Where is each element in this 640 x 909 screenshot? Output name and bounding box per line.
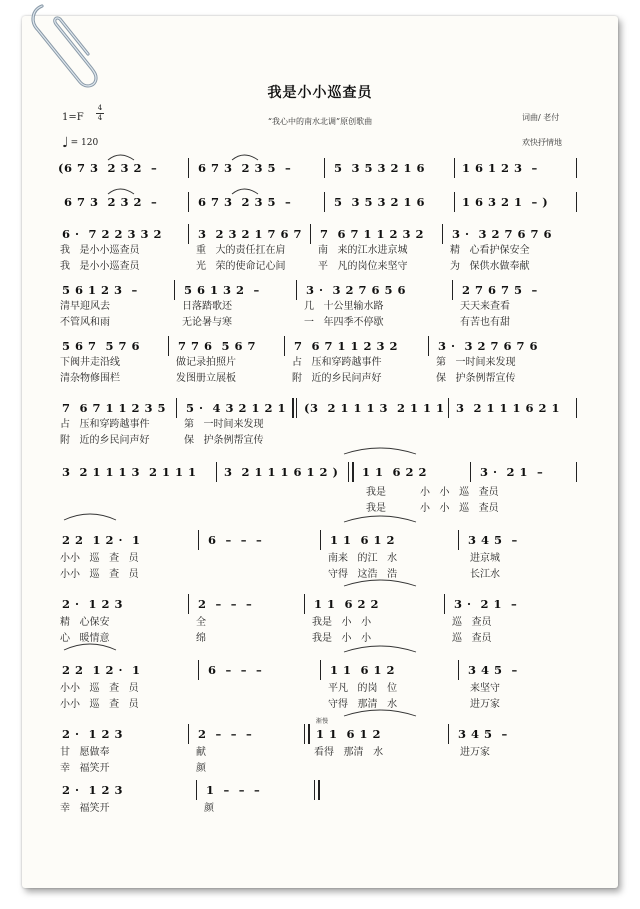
lyrics-row-5-verse-2 bbox=[60, 372, 580, 386]
score-row-11 bbox=[58, 726, 580, 742]
lyrics-row-9-verse-2 bbox=[60, 632, 580, 646]
measure: 3 · 3 2 7 6 7 6 bbox=[452, 227, 553, 241]
measure: 3 2 1 1 1 6 1 2 ) bbox=[224, 465, 339, 479]
lyric: 无论暑与寒 bbox=[182, 317, 232, 328]
measure: 2 2 1 2 · 1 bbox=[62, 533, 141, 547]
final-barline bbox=[318, 780, 320, 800]
barline bbox=[442, 224, 443, 244]
lyric: 一 年四季不停歇 bbox=[304, 317, 384, 328]
measure: 2 · 1 2 3 bbox=[62, 783, 124, 797]
score-row-10 bbox=[58, 662, 580, 678]
lyric: 长江水 bbox=[470, 569, 500, 580]
lyric: 占 压和穿跨越事件 bbox=[292, 357, 382, 368]
measure: 2 – – – bbox=[198, 597, 253, 611]
lyric: 全 bbox=[196, 617, 206, 628]
song-subtitle: “我心中的南水北调”原创歌曲 bbox=[267, 117, 373, 126]
time-signature: 4 4 bbox=[97, 104, 103, 122]
measure: 7 6 7 1 1 2 3 2 bbox=[294, 339, 399, 353]
measure: 6 7 3 2 3 5 – bbox=[198, 195, 292, 209]
measure: 1 1 6 2 2 bbox=[314, 597, 380, 611]
lyrics-row-10-verse-2 bbox=[60, 698, 580, 712]
measure: 3 · 2 1 – bbox=[454, 597, 518, 611]
measure: 6 7 3 2 3 5 – bbox=[198, 161, 292, 175]
repeat-barline bbox=[304, 724, 305, 744]
measure: 3 2 3 2 1 7 6 7 bbox=[198, 227, 303, 241]
repeat-barline bbox=[352, 462, 354, 482]
lyric: 巡 查员 bbox=[452, 617, 492, 628]
barline bbox=[444, 594, 445, 614]
measure: 3 4 5 – bbox=[458, 727, 508, 741]
measure: 3 2 1 1 1 6 2 1 bbox=[456, 401, 561, 415]
tempo-mark: ♩ = 120 bbox=[62, 135, 99, 151]
lyrics-row-6-verse-1 bbox=[60, 418, 580, 432]
repeat-barline bbox=[348, 462, 349, 482]
lyric: 保 护条例帮宣传 bbox=[436, 373, 516, 384]
lyrics-row-11-verse-2 bbox=[60, 762, 580, 776]
lyric: 占 压和穿跨越事件 bbox=[60, 419, 150, 430]
score-row-1 bbox=[58, 160, 580, 176]
barline bbox=[324, 158, 325, 178]
barline bbox=[576, 192, 577, 212]
lyric: 发图册立展板 bbox=[176, 373, 236, 384]
expression-mark: 欢快抒情地 bbox=[522, 138, 562, 147]
song-title: 我是小小巡查员 bbox=[267, 85, 373, 101]
score-row-8 bbox=[58, 532, 580, 548]
lyric: 重 大的责任扛在肩 bbox=[196, 245, 286, 256]
measure: 6 7 3 2 3 2 – bbox=[64, 195, 158, 209]
ritardando-mark: 渐慢 bbox=[316, 718, 329, 725]
lyrics-row-5-verse-1 bbox=[60, 356, 580, 370]
lyric: 我 是小小巡查员 bbox=[60, 245, 140, 256]
measure: 1 1 6 2 2 bbox=[362, 465, 428, 479]
lyric: 我是 小 小 bbox=[312, 617, 372, 628]
lyrics-row-4-verse-1 bbox=[60, 300, 580, 314]
quarter-note-icon: ♩ bbox=[62, 135, 69, 151]
measure: 2 7 6 7 5 – bbox=[462, 283, 538, 297]
measure: 5 3 5 3 2 1 6 bbox=[334, 195, 426, 209]
barline bbox=[168, 336, 169, 356]
lyric: 清杂物修围栏 bbox=[60, 373, 120, 384]
measure: 5 3 5 3 2 1 6 bbox=[334, 161, 426, 175]
measure: 2 2 1 2 · 1 bbox=[62, 663, 141, 677]
lyrics-row-8-verse-2 bbox=[60, 568, 580, 582]
lyric: 小 小 巡 查员 bbox=[420, 503, 499, 514]
repeat-barline bbox=[308, 724, 310, 744]
barline bbox=[448, 724, 449, 744]
lyric: 幸 福笑开 bbox=[60, 803, 110, 814]
barline bbox=[458, 660, 459, 680]
lyric: 附 近的乡民问声好 bbox=[60, 435, 150, 446]
repeat-barline bbox=[296, 398, 297, 418]
barline bbox=[576, 398, 577, 418]
lyric: 不管风和雨 bbox=[60, 317, 110, 328]
barline bbox=[454, 158, 455, 178]
lyric: 日落踏歌还 bbox=[182, 301, 232, 312]
lyric: 做记录拍照片 bbox=[176, 357, 236, 368]
score-row-2 bbox=[58, 194, 580, 210]
measure: 7 6 7 1 1 2 3 5 bbox=[62, 401, 167, 415]
measure: 1 6 3 2 1 – ) bbox=[462, 195, 549, 209]
lyrics-row-12-verse-1 bbox=[60, 802, 580, 816]
barline bbox=[198, 530, 199, 550]
barline bbox=[174, 280, 175, 300]
composer-credit: 词曲/ 老付 bbox=[522, 113, 560, 122]
measure: 3 · 3 2 7 6 7 6 bbox=[438, 339, 539, 353]
lyric: 巡 查员 bbox=[452, 633, 492, 644]
barline bbox=[198, 660, 199, 680]
barline bbox=[188, 158, 189, 178]
barline bbox=[428, 336, 429, 356]
lyrics-row-11-verse-1 bbox=[60, 746, 580, 760]
lyric: 天天来查看 bbox=[460, 301, 510, 312]
lyric: 小 小 巡 查员 bbox=[420, 487, 499, 498]
lyric: 守得 这浩 浩 bbox=[328, 569, 398, 580]
lyric: 保 护条例帮宣传 bbox=[184, 435, 264, 446]
lyric: 为 保供水做奉献 bbox=[450, 261, 530, 272]
measure: 5 6 1 2 3 – bbox=[62, 283, 138, 297]
barline bbox=[576, 158, 577, 178]
lyric: 进万家 bbox=[470, 699, 500, 710]
score-row-6 bbox=[58, 400, 580, 416]
barline bbox=[196, 780, 197, 800]
measure: 3 4 5 – bbox=[468, 533, 518, 547]
barline bbox=[188, 594, 189, 614]
barline bbox=[188, 724, 189, 744]
measure: 3 · 3 2 7 6 5 6 bbox=[306, 283, 407, 297]
score-row-7 bbox=[58, 464, 580, 480]
lyric: 平 凡的岗位来坚守 bbox=[318, 261, 408, 272]
lyric: 我是 bbox=[366, 487, 386, 498]
measure: 1 1 6 1 2 bbox=[330, 533, 396, 547]
lyric: 心 暖情意 bbox=[60, 633, 110, 644]
lyric: 我是 bbox=[366, 503, 386, 514]
lyric: 幸 福笑开 bbox=[60, 763, 110, 774]
barline bbox=[296, 280, 297, 300]
lyric: 绵 bbox=[196, 633, 206, 644]
lyric: 几 十公里输水路 bbox=[304, 301, 384, 312]
lyrics-row-10-verse-1 bbox=[60, 682, 580, 696]
lyrics-row-7-verse-1 bbox=[60, 486, 580, 500]
measure: (6 7 3 2 3 2 – bbox=[58, 161, 158, 175]
barline bbox=[188, 224, 189, 244]
score-row-5 bbox=[58, 338, 580, 354]
lyric: 甘 愿做奉 bbox=[60, 747, 110, 758]
lyric: 有苦也有甜 bbox=[460, 317, 510, 328]
barline bbox=[448, 398, 449, 418]
lyric: 颜 bbox=[196, 763, 206, 774]
lyric: 守得 那清 水 bbox=[328, 699, 398, 710]
measure: 1 1 6 1 2 bbox=[316, 727, 382, 741]
barline bbox=[284, 336, 285, 356]
measure: 6 – – – bbox=[208, 533, 263, 547]
barline bbox=[176, 398, 177, 418]
barline bbox=[320, 530, 321, 550]
measure: 5 6 1 3 2 – bbox=[184, 283, 260, 297]
barline bbox=[452, 280, 453, 300]
final-barline bbox=[314, 780, 315, 800]
barline bbox=[320, 660, 321, 680]
lyric: 南来 的江 水 bbox=[328, 553, 398, 564]
score-row-12 bbox=[58, 782, 580, 798]
lyric: 精 心保安 bbox=[60, 617, 110, 628]
lyrics-row-6-verse-2 bbox=[60, 434, 580, 448]
score-row-4 bbox=[58, 282, 580, 298]
repeat-barline bbox=[292, 398, 294, 418]
measure: 2 · 1 2 3 bbox=[62, 727, 124, 741]
lyric: 附 近的乡民问声好 bbox=[292, 373, 382, 384]
measure: 6 – – – bbox=[208, 663, 263, 677]
barline bbox=[458, 530, 459, 550]
lyric: 进京城 bbox=[470, 553, 500, 564]
measure: 1 – – – bbox=[206, 783, 261, 797]
lyrics-row-8-verse-1 bbox=[60, 552, 580, 566]
paperclip-icon bbox=[24, 0, 104, 92]
lyric: 我是 小 小 bbox=[312, 633, 372, 644]
measure: (3 2 1 1 1 3 2 1 1 1 bbox=[304, 401, 445, 415]
lyrics-row-3-verse-1 bbox=[60, 244, 580, 258]
lyric: 平凡 的岗 位 bbox=[328, 683, 398, 694]
lyric: 进万家 bbox=[460, 747, 490, 758]
barline bbox=[324, 192, 325, 212]
lyric: 小小 巡 查 员 bbox=[60, 683, 139, 694]
lyric: 颜 bbox=[204, 803, 214, 814]
lyric: 小小 巡 查 员 bbox=[60, 699, 139, 710]
measure: 2 – – – bbox=[198, 727, 253, 741]
score-row-3 bbox=[58, 226, 580, 242]
measure: 7 7 6 5 6 7 bbox=[178, 339, 257, 353]
measure: 3 2 1 1 1 3 2 1 1 1 bbox=[62, 465, 197, 479]
lyrics-row-9-verse-1 bbox=[60, 616, 580, 630]
lyric: 精 心看护保安全 bbox=[450, 245, 530, 256]
barline bbox=[310, 224, 311, 244]
lyric: 下阀井走沿线 bbox=[60, 357, 120, 368]
lyric: 来坚守 bbox=[470, 683, 500, 694]
barline bbox=[216, 462, 217, 482]
measure: 1 1 6 1 2 bbox=[330, 663, 396, 677]
barline bbox=[470, 462, 471, 482]
lyric: 南 来的江水进京城 bbox=[318, 245, 408, 256]
measure: 6 · 7 2 2 3 3 2 bbox=[62, 227, 163, 241]
lyrics-row-7-verse-2 bbox=[60, 502, 580, 516]
key-signature: 1=F bbox=[62, 112, 84, 123]
measure: 5 · 4 3 2 1 2 1 bbox=[186, 401, 287, 415]
lyric: 清早迎风去 bbox=[60, 301, 110, 312]
barline bbox=[304, 594, 305, 614]
measure: 1 6 1 2 3 – bbox=[462, 161, 538, 175]
barline bbox=[188, 192, 189, 212]
measure: 3 4 5 – bbox=[468, 663, 518, 677]
barline bbox=[454, 192, 455, 212]
lyric: 看得 那清 水 bbox=[314, 747, 384, 758]
lyric: 献 bbox=[196, 747, 206, 758]
lyric: 小小 巡 查 员 bbox=[60, 569, 139, 580]
score-row-9 bbox=[58, 596, 580, 612]
lyric: 我 是小小巡查员 bbox=[60, 261, 140, 272]
lyric: 第 一时间来发现 bbox=[436, 357, 516, 368]
measure: 5 6 7 5 7 6 bbox=[62, 339, 141, 353]
lyric: 第 一时间来发现 bbox=[184, 419, 264, 430]
measure: 3 · 2 1 – bbox=[480, 465, 544, 479]
lyrics-row-4-verse-2 bbox=[60, 316, 580, 330]
measure: 7 6 7 1 1 2 3 2 bbox=[320, 227, 425, 241]
barline bbox=[576, 462, 577, 482]
lyric: 光 荣的使命记心间 bbox=[196, 261, 286, 272]
measure: 2 · 1 2 3 bbox=[62, 597, 124, 611]
lyric: 小小 巡 查 员 bbox=[60, 553, 139, 564]
lyrics-row-3-verse-2 bbox=[60, 260, 580, 274]
